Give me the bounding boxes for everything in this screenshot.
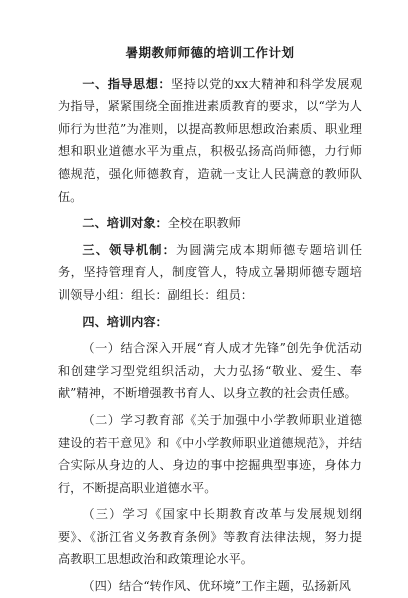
section-text: 全校在职教师 [167,216,241,231]
section-training-target [58,212,362,235]
content-item: （二）学习教育部《关于加强中小学教师职业道德建设的若干意见》和《中小学教师职业道德规范》，并结合实际从身边的人、身边的事中挖掘典型事迹，身体力行，不断提高职业道德水平。 [58,412,362,495]
section-heading: 四、培训内容： [82,314,168,329]
section-guiding-ideology [58,73,362,209]
section-heading: 二、培训对象： [82,216,168,231]
document-title: 暑期教师师德的培训工作计划 [125,45,295,60]
content-item: （三）学习《国家中长期教育改革与发展规划纲要》、《浙江省义务教育条例》等教育法律法规，努力提高教职工思想政治和政策理论水平。 [58,507,362,567]
content-item: （一）结合深入开展“育人成才先锋”创先争优活动和创建学习型党组织活动，大力弘扬“敬业、爱生、奉献”精神，不断增强教书育人、以身立教的社会责任感。 [58,341,362,401]
section-heading: 三、领导机制： [82,242,176,257]
section-heading: 一、指导思想： [82,76,172,91]
section-text: 为圆满完成本期师德专题培训任务，坚持管理育人，制度管人，特成立暑期师德专题培训领导小组：组长：副组长：组员： [58,242,363,302]
section-text: 坚持以党的xx大精神和科学发展观为指导，紧紧围绕全面推进素质教育的要求，以“学为人师行为世范”为准则，以提高教师思想政治素质、职业理想和职业道德水平为重点，积极弘扬高尚师德，力行师德规范，强化师德教育，造就一支让人民满意的教师队伍。 [58,76,363,204]
section-leadership [58,239,362,307]
content-item: （四）结合“转作风、优环境”工作主题，弘扬新风 [82,579,351,594]
section-training-content [58,311,362,334]
